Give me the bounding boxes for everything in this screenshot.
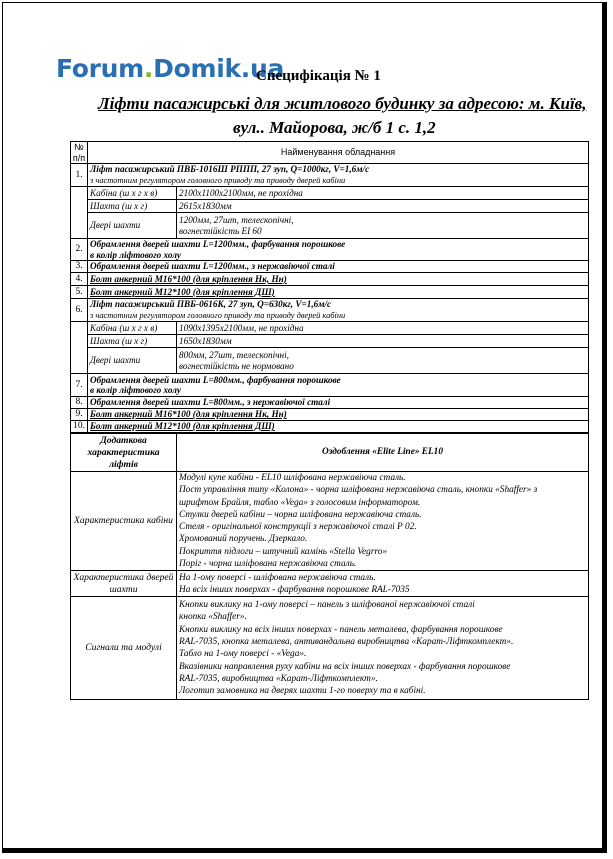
row-number: 8.	[71, 397, 88, 409]
row-title: Ліфт пасажирський ПВБ-0616К, 27 зуп, Q=630кг, V=1,6м/с з частотним регулятором головного приводу та приводу дверей кабіни	[88, 299, 589, 322]
header-additional-characteristics: Додаткова характеристика ліфтів	[71, 434, 177, 472]
table-header-row	[71, 142, 589, 164]
row-number-empty	[71, 187, 88, 239]
table-row	[71, 571, 589, 597]
row-label-shaft-doors: Характеристика дверей шахти	[71, 571, 177, 597]
row-number: 1.	[71, 164, 88, 187]
table-row	[71, 335, 589, 348]
row-text-shaft-doors: На 1-ому поверсі - шліфована нержавіюча сталь. На всіх інших поверхах - фарбування порошкове RAL-7035	[177, 571, 589, 597]
row-label: Шахта (ш х г)	[88, 335, 177, 348]
table-row	[71, 239, 589, 261]
row-number: 5.	[71, 286, 88, 299]
row-number: 4.	[71, 273, 88, 286]
document-subtitle-line1: Ліфти пасажирські для житлового будинку за адресою: м. Київ,	[98, 94, 587, 113]
row-number: 7.	[71, 374, 88, 397]
table-row	[71, 374, 589, 397]
table-row	[71, 472, 589, 571]
row-title: Болт анкерний М16*100 (для кріплення Нк, Нн)	[88, 273, 589, 286]
row-label: Шахта (ш х г)	[88, 200, 177, 213]
row-label-cabin: Характеристика кабіни	[71, 472, 177, 571]
table-row	[71, 286, 589, 299]
row-number-empty	[71, 322, 88, 374]
row-number: 10.	[71, 421, 88, 433]
forum-domik-logo: Forum.Domik.ua	[56, 54, 285, 83]
row-title: Обрамлення дверей шахти L=800мм., з нержавіючої сталі	[88, 397, 589, 409]
table-row	[71, 200, 589, 213]
row-value: 2615х1830мм	[177, 200, 589, 213]
header-finish-line: Оздоблення «Elite Line» EL10	[177, 434, 589, 472]
row-value: 1090х1395х2100мм, не прохідна	[177, 322, 589, 335]
header-number: № п/п	[71, 142, 88, 164]
table-row	[71, 348, 589, 374]
header-equipment-name: Найменування обладнання	[88, 142, 589, 164]
row-text-cabin: Модулі купе кабіни - EL10 шліфована нержавіюча сталь. Пост управління типу «Колона» - чорна шліфована нержавіюча сталь, кнопки «Shaffer» з шрифтом Брайля, табло «Vega» з голосовим інформатором. Стулки дверей кабіни – чорна шліфована нержавіюча сталь. Стеля - оригінальної конструкції з нержавіючої сталі Р 02. Хромований поручень. Дзеркало. Покриття підлоги – штучний камінь «Stella Vegrro» Поріг - чорна шліфована нержавіюча сталь.	[177, 472, 589, 571]
row-title: Ліфт пасажирський ПВБ-1016Ш РППП, 27 зуп, Q=1000кг, V=1,6м/с з частотним регулятором головного приводу та приводу дверей кабіни	[88, 164, 589, 187]
table-row	[71, 299, 589, 322]
row-title: Обрамлення дверей шахти L=1200мм., з нержавіючої сталі	[88, 261, 589, 273]
table-row	[71, 213, 589, 239]
row-value: 2100х1100х2100мм, не прохідна	[177, 187, 589, 200]
table-row	[71, 397, 589, 409]
additional-specs-table	[70, 433, 589, 700]
table-row	[71, 322, 589, 335]
row-value: 800мм, 27шт, телескопічні, вогнестійкість не нормовано	[177, 348, 589, 374]
row-title: Обрамлення дверей шахти L=800мм., фарбування порошкове в колір ліфтового холу	[88, 374, 589, 397]
table-row	[71, 421, 589, 433]
table-header-row	[71, 434, 589, 472]
row-title: Болт анкерний М16*100 (для кріплення Нк, Нн)	[88, 409, 589, 421]
row-value: 1650х1830мм	[177, 335, 589, 348]
document-title: Специфікація № 1	[256, 68, 381, 84]
row-label: Двері шахти	[88, 213, 177, 239]
table-row	[71, 187, 589, 200]
table-row	[71, 597, 589, 700]
row-value: 1200мм, 27шт, телескопічні, вогнестійкість ЕІ 60	[177, 213, 589, 239]
table-row	[71, 164, 589, 187]
row-number: 9.	[71, 409, 88, 421]
table-row	[71, 409, 589, 421]
table-row	[71, 273, 589, 286]
table-row	[71, 261, 589, 273]
row-label: Двері шахти	[88, 348, 177, 374]
row-title: Болт анкерний М12*100 (для кріплення ДШ)	[88, 286, 589, 299]
row-label: Кабіна (ш х г х в)	[88, 187, 177, 200]
row-text-signals: Кнопки виклику на 1-ому поверсі – панель з шліфованої нержавіючої сталі кнопка «Shaffer». Кнопки виклику на всіх інших поверхах - панель металева, фарбування порошкове RAL-7035, кнопка металева, антивандальна виробництва «Карат-Ліфткомплект». Табло на 1-ому поверсі - «Vega». Вказівники направлення руху кабіни на всіх інших поверхах - фарбування порошкове RAL-7035, виробництва «Карат-Ліфткомплект». Логотип замовника на дверях шахти 1-го поверху та в кабіні.	[177, 597, 589, 700]
row-label: Кабіна (ш х г х в)	[88, 322, 177, 335]
document-subtitle-line2: вул.. Майорова, ж/б 1 с. 1,2	[233, 118, 436, 137]
row-number: 6.	[71, 299, 88, 322]
row-title: Обрамлення дверей шахти L=1200мм., фарбування порошкове в колір ліфтового холу	[88, 239, 589, 261]
row-number: 2.	[71, 239, 88, 261]
row-number: 3.	[71, 261, 88, 273]
equipment-table	[70, 141, 589, 433]
row-label-signals: Сигнали та модулі	[71, 597, 177, 700]
row-title: Болт анкерний М12*100 (для кріплення ДШ)	[88, 421, 589, 433]
